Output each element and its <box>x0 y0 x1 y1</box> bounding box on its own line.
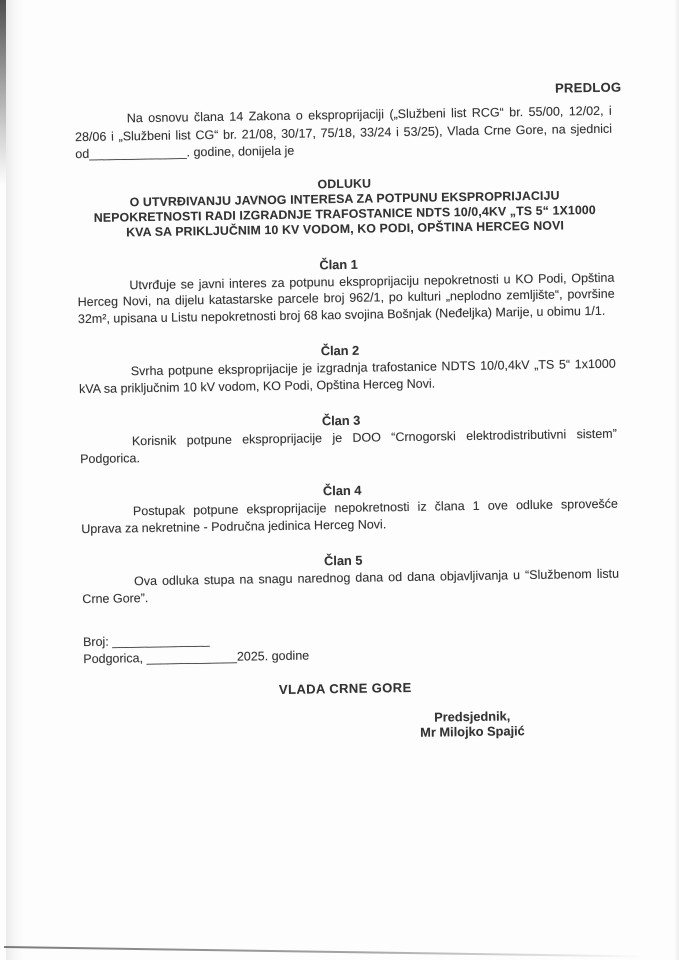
government-name: VLADA CRNE GORE <box>278 679 412 698</box>
article-4 <box>3 479 679 539</box>
article-3-heading: Član 3 <box>321 412 361 429</box>
decision-title <box>82 172 608 240</box>
place-date-line: Podgorica, _____________2025. godine <box>83 648 310 667</box>
article-4-body: Postupak potpune eksproprijacije nepokretnosti iz člana 1 ove odluke sprovešće Uprava za nekretnine - Područna jedinica Herceg Novi. <box>81 496 619 536</box>
decision-title-word: ODLUKU <box>317 175 372 191</box>
signature-name: Mr Milojko Spajić <box>420 723 525 740</box>
signature-block <box>377 707 567 740</box>
article-4-heading: Član 4 <box>322 482 362 499</box>
article-1-body: Utvrđuje se javni interes za potpunu eksproprijaciju nepokretnosti u KO Podi, Opština Herceg Novi, na dijelu katastarske parcele broj 962/1, po kulturi „neplodno zemljište“, površine 32m², upisana u Listu nepokretnosti broj 68 kao svojina Bošnjak (Neđeljka) Marije, u obimu 1/1. <box>77 270 615 326</box>
number-line: Broj: ______________ <box>82 633 210 650</box>
predlog-label: PREDLOG <box>554 79 622 96</box>
article-2-body: Svrha potpune eksproprijacije je izgradnja trafostanice NDTS 10/0,4kV „TS 5“ 1x1000 kVA sa priključnim 10 kV vodom, KO Podi, Opština Herceg Novi. <box>78 356 616 396</box>
article-1 <box>0 252 679 328</box>
document-footer <box>5 625 679 747</box>
signature-title: Predsjednik, <box>434 708 511 725</box>
decision-title-text: O UTVRĐIVANJU JAVNOG INTERESA ZA POTPUNU EKSPROPRIJACIJU NEPOKRETNOSTI RADI IZGRADNJE TRAFOSTANICE NDTS 10/0,4KV „TS 5“ 1X1000 KVA SA PRIKLJUČNIM 10 KV VODOM, KO PODI, OPŠTINA HERCEG NOVI <box>93 188 596 239</box>
article-2 <box>0 339 679 399</box>
article-5-body: Ova odluka stupa na snagu narednog dana od dana objavljivanja u “Službenom listu Crne Gore”. <box>82 566 620 606</box>
article-3-body: Korisnik potpune eksproprijacije je DOO “Crnogorski elektrodistributivni sistem” Podgorica. <box>80 426 617 466</box>
article-3 <box>2 409 679 469</box>
article-5-heading: Član 5 <box>323 552 363 569</box>
article-5 <box>4 549 679 609</box>
intro-paragraph: Na osnovu člana 14 Zakona o eksproprijaciji („Službeni list RCG“ br. 55/00, 12/02, i 28/06 i „Službeni list CG“ br. 21/08, 30/17, 75/18, 33/24 i 53/25), Vlada Crne Gore, na sjednici od______________. godine, donijela je <box>74 103 613 162</box>
article-2-heading: Član 2 <box>320 342 360 359</box>
article-1-heading: Član 1 <box>319 256 358 272</box>
scan-paper-edge-line <box>4 946 644 957</box>
